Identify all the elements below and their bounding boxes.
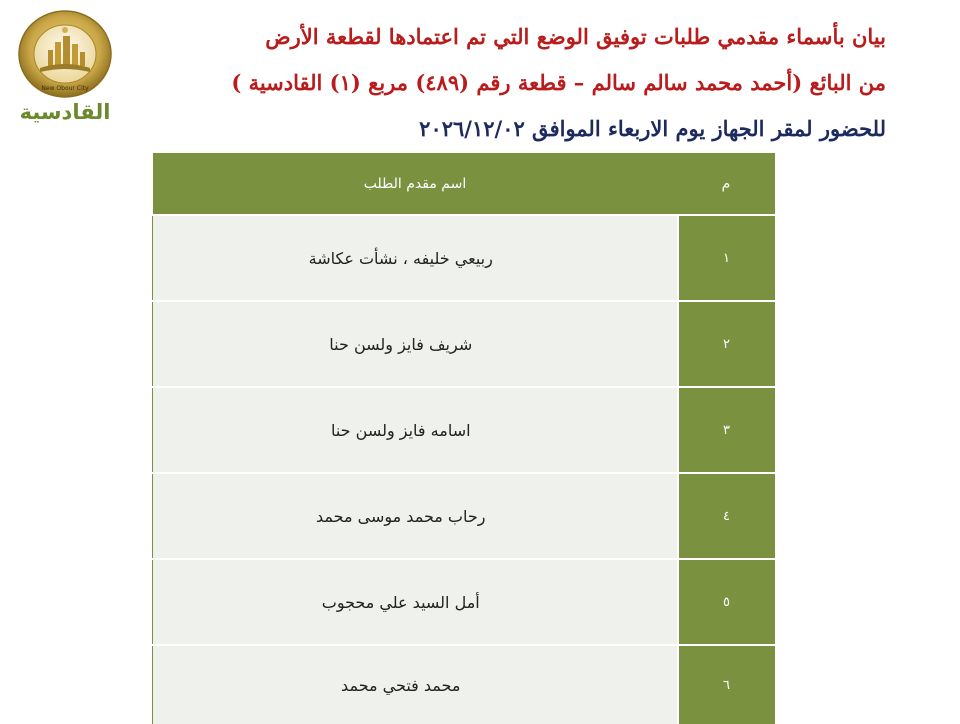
row-number-cell: ٦ bbox=[678, 645, 775, 724]
applicant-name: رحاب محمد موسى محمد bbox=[316, 506, 486, 526]
applicants-table-container bbox=[152, 153, 774, 706]
row-number-cell: ٤ bbox=[678, 473, 775, 559]
header-name-column: اسم مقدم الطلب bbox=[153, 153, 678, 215]
table-row bbox=[153, 645, 775, 724]
applicant-name-cell bbox=[153, 559, 678, 645]
table-row bbox=[153, 301, 775, 387]
row-number-cell: ٢ bbox=[678, 301, 775, 387]
table-row bbox=[153, 559, 775, 645]
row-number-cell: ٥ bbox=[678, 559, 775, 645]
organization-logo bbox=[10, 6, 120, 102]
heading-line-3: للحضور لمقر الجهاز يوم الاربعاء الموافق ٢٠٢٦/١٢/٠٢ bbox=[419, 116, 886, 141]
table-row bbox=[153, 215, 775, 301]
table-row bbox=[153, 387, 775, 473]
logo-caption: القادسية bbox=[19, 100, 111, 124]
heading-line-2: من البائع (أحمد محمد سالم سالم – قطعة رقم (٤٨٩) مربع (١) القادسية ) bbox=[231, 70, 886, 95]
applicant-name: اسامه فايز ولسن حنا bbox=[330, 420, 471, 440]
applicant-name-cell bbox=[153, 473, 678, 559]
applicants-table bbox=[152, 153, 775, 724]
applicant-name: محمد فتحي محمد bbox=[341, 675, 461, 695]
table-header-row bbox=[153, 153, 775, 215]
applicant-name-cell bbox=[153, 301, 678, 387]
heading-line-1: بيان بأسماء مقدمي طلبات توفيق الوضع التي تم اعتمادها لقطعة الأرض bbox=[265, 24, 886, 49]
applicant-name: شريف فايز ولسن حنا bbox=[329, 334, 473, 354]
seal-emblem-icon bbox=[10, 6, 120, 102]
applicant-name: أمل السيد علي محجوب bbox=[321, 592, 480, 612]
applicant-name: ربيعي خليفه ، نشأت عكاشة bbox=[308, 248, 493, 268]
row-number-cell: ١ bbox=[678, 215, 775, 301]
applicant-name-cell bbox=[153, 645, 678, 724]
row-number-cell: ٣ bbox=[678, 387, 775, 473]
applicant-name-cell bbox=[153, 387, 678, 473]
applicant-name-cell bbox=[153, 215, 678, 301]
header-number-column: م bbox=[678, 153, 775, 215]
seal-city-text: New Obour City bbox=[41, 85, 89, 92]
table-row bbox=[153, 473, 775, 559]
document-heading bbox=[166, 14, 886, 152]
